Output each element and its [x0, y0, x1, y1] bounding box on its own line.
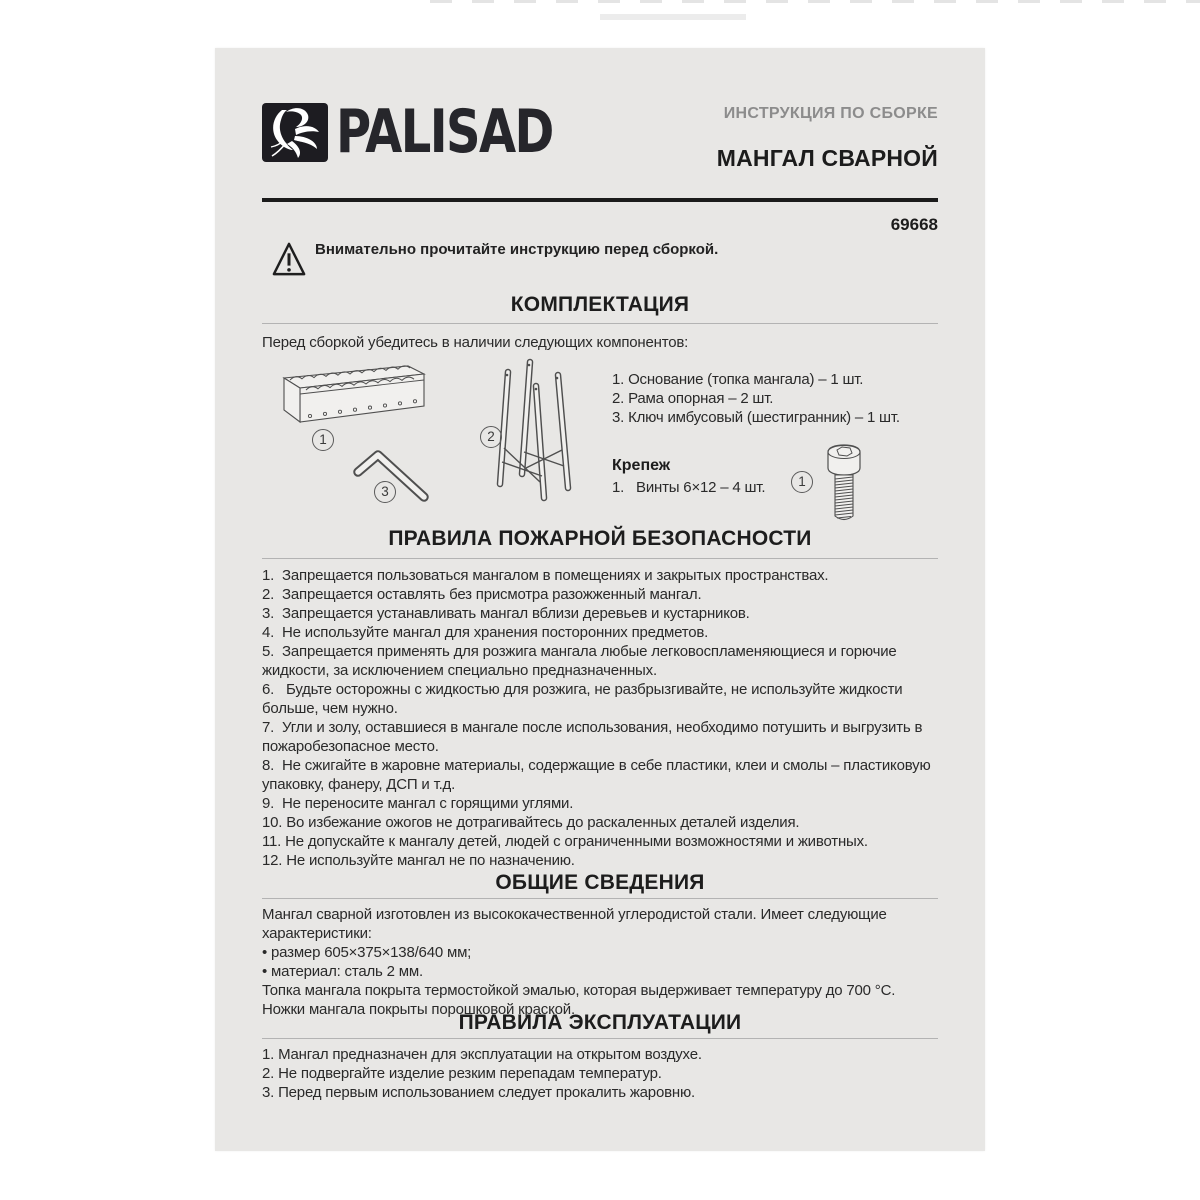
component-item: 3. Ключ имбусовый (шестигранник) – 1 шт.	[612, 409, 900, 426]
section-divider	[262, 1038, 938, 1039]
scan-artifact-dashes	[430, 0, 1200, 3]
spec-bullet-material: • материал: сталь 2 мм.	[262, 962, 938, 981]
section-title-general-info: ОБЩИЕ СВЕДЕНИЯ	[495, 871, 705, 894]
figure-label-hex-key: 3	[374, 481, 396, 503]
article-number: 69668	[890, 215, 938, 234]
component-item: 2. Рама опорная – 2 шт.	[612, 390, 774, 407]
fire-rule: 1. Запрещается пользоваться мангалом в помещениях и закрытых пространствах.	[262, 567, 829, 584]
section-divider	[262, 898, 938, 899]
figure-label-basin: 1	[312, 429, 334, 451]
brand-logo	[262, 97, 607, 167]
components-figure	[262, 354, 938, 529]
brand-wordmark: PALISAD	[336, 97, 553, 167]
fire-rule: 12. Не используйте мангал не по назначению.	[262, 852, 575, 869]
fire-rule: 6. Будьте осторожны с жидкостью для розжига, не разбрызгивайте, не используйте жидкости больше, чем нужно.	[262, 681, 903, 717]
section-title-fire-safety: ПРАВИЛА ПОЖАРНОЙ БЕЗОПАСНОСТИ	[388, 527, 812, 550]
instruction-sheet	[215, 48, 985, 1151]
fire-rule: 5. Запрещается применять для розжига мангала любые легковоспламеняющиеся и горючие жидкости, за исключением специально предназначенных.	[262, 643, 897, 679]
product-title: МАНГАЛ СВАРНОЙ	[716, 145, 938, 171]
support-frame-drawing	[496, 356, 576, 511]
fire-rule: 4. Не используйте мангал для хранения посторонних предметов.	[262, 624, 709, 641]
fire-rule: 8. Не сжигайте в жаровне материалы, содержащие в себе пластики, клеи и смолы – пластиковую упаковку, фанеру, ДСП и т.д.	[262, 757, 931, 793]
warning-text: Внимательно прочитайте инструкцию перед сборкой.	[315, 241, 719, 258]
section-title-components: КОМПЛЕКТАЦИЯ	[510, 293, 690, 316]
general-info-body	[262, 905, 938, 1019]
fire-rule: 10. Во избежание ожогов не дотрагивайтесь до раскаленных деталей изделия.	[262, 814, 800, 831]
screw-drawing	[818, 442, 874, 533]
usage-rule: 3. Перед первым использованием следует прокалить жаровню.	[262, 1084, 695, 1101]
section-divider	[262, 558, 938, 559]
fasteners-title: Крепеж	[612, 457, 671, 474]
section-divider	[262, 323, 938, 324]
figure-label-screw: 1	[791, 471, 813, 493]
butterfly-icon	[262, 103, 328, 162]
components-intro: Перед сборкой убедитесь в наличии следующих компонентов:	[262, 334, 689, 351]
scan-artifact-smudge	[600, 14, 746, 20]
usage-rule: 1. Мангал предназначен для эксплуатации на открытом воздухе.	[262, 1046, 702, 1063]
fire-rule: 9. Не переносите мангал с горящими углями.	[262, 795, 574, 812]
general-intro: Мангал сварной изготовлен из высококачественной углеродистой стали. Имеет следующие характеристики:	[262, 906, 887, 942]
brazier-drawing	[270, 362, 430, 431]
figure-label-frame: 2	[480, 426, 502, 448]
fire-rule: 2. Запрещается оставлять без присмотра разожженный мангал.	[262, 586, 702, 603]
fire-safety-list	[262, 566, 938, 870]
fire-rule: 7. Угли и золу, оставшиеся в мангале после использования, необходимо потушить и выгрузить в пожаробезопасное место.	[262, 719, 923, 755]
section-title-usage-rules: ПРАВИЛА ЭКСПЛУАТАЦИИ	[458, 1011, 742, 1034]
spec-bullet-size: • размер 605×375×138/640 мм;	[262, 943, 938, 962]
usage-rule: 2. Не подвергайте изделие резким перепадам температур.	[262, 1065, 662, 1082]
doc-type-title: ИНСТРУКЦИЯ ПО СБОРКЕ	[723, 105, 938, 122]
fire-rule: 3. Запрещается устанавливать мангал вблизи деревьев и кустарников.	[262, 605, 750, 622]
usage-rules-list	[262, 1045, 938, 1102]
general-outro: Топка мангала покрыта термостойкой эмалью, которая выдерживает температуру до 700 °С. Ножки мангала покрыты порошковой краской.	[262, 982, 896, 1018]
warning-triangle-icon	[272, 238, 306, 285]
component-item: 1. Основание (топка мангала) – 1 шт.	[612, 371, 864, 388]
header-divider	[262, 198, 938, 202]
fastener-item: 1. Винты 6×12 – 4 шт.	[612, 479, 766, 496]
fire-rule: 11. Не допускайте к мангалу детей, людей с ограниченными возможностями и животных.	[262, 833, 868, 850]
